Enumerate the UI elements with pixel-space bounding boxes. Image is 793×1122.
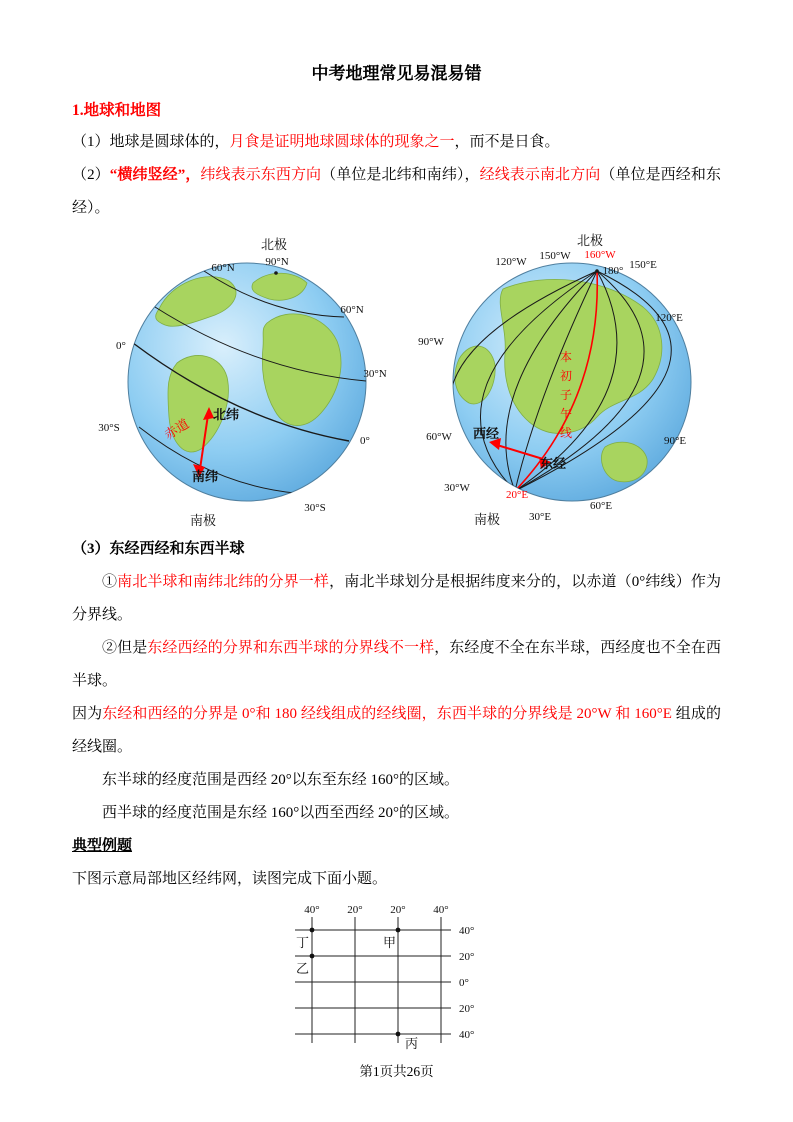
figure-label: 160°W <box>583 249 616 261</box>
figure-label: 30°W <box>443 482 470 494</box>
figure-label: 120°E <box>654 312 683 324</box>
label-south-latitude: 南纬 <box>191 469 218 484</box>
grid-top-label: 20° <box>390 904 406 916</box>
figure-label: 60°N <box>210 262 235 274</box>
paragraph-east-hemisphere-range: 东半球的经度范围是西经 20°以东至东经 160°的区域。 <box>102 772 459 788</box>
text-segment: 纬线表示东西方向 <box>200 167 322 183</box>
label-prime-meridian: 本初子午线 <box>559 350 572 440</box>
grid-right-label: 40° <box>459 925 475 937</box>
grid-point-label: 丁 <box>296 935 310 950</box>
grid-top-label: 40° <box>433 904 449 916</box>
paragraph-1 <box>72 126 721 159</box>
label-north-pole: 北极 <box>576 233 603 248</box>
paragraph-3 <box>72 566 721 632</box>
grid-right-label: 0° <box>459 977 469 989</box>
label-west-longitude: 西经 <box>472 426 499 441</box>
figure-label: 30°E <box>528 511 551 523</box>
grid-point-label: 甲 <box>383 935 397 950</box>
figure-label: 30°N <box>362 368 387 380</box>
text-segment: 经线表示南北方向 <box>479 167 601 183</box>
grid-top-label: 20° <box>347 904 363 916</box>
text-segment: “横纬竖经”， <box>109 167 201 183</box>
figure-label: 60°E <box>589 500 612 512</box>
grid-point-乙 <box>310 954 315 959</box>
figure-label: 90°N <box>264 256 289 268</box>
example-heading: 典型例题 <box>72 838 133 854</box>
figure-label: 30°S <box>303 502 326 514</box>
grid-figure <box>72 900 721 1058</box>
figure-label: 0° <box>359 435 370 447</box>
figure-label: 90°W <box>417 336 444 348</box>
label-equator: 赤道 <box>161 415 192 443</box>
figure-label: 150°E <box>628 259 657 271</box>
paragraph-2 <box>72 159 721 225</box>
figure-label: 30°S <box>97 422 120 434</box>
text-segment: 东经和西经的分界是 0°和 180 经线组成的经线圈，东西半球的分界线是 20°W 和 160°E <box>102 706 676 722</box>
text-segment: （单位是西经和东经）。 <box>72 167 721 216</box>
section-heading-earth-and-maps: 1.地球和地图 <box>72 102 162 119</box>
text-segment: ，东经度不全在东半球，西经度也不全在西半球。 <box>72 640 721 689</box>
text-segment: ，南北半球划分是根据纬度来分的，以赤道（0°纬线）作为分界线。 <box>72 574 721 623</box>
text-segment: 因为 <box>72 706 103 722</box>
text-segment: ②但是 <box>102 640 148 656</box>
doc-title: 中考地理常见易混易错 <box>311 64 482 83</box>
grid-point-丙 <box>396 1032 401 1037</box>
globes-figure <box>72 231 721 533</box>
page-footer: 第1页共26页 <box>359 1064 434 1079</box>
figure-label: 0° <box>115 340 126 352</box>
grid-right-label: 20° <box>459 1003 475 1015</box>
text-segment: （单位是北纬和南纬）， <box>321 167 480 183</box>
text-segment: 东经西经的分界和东西半球的分界线不一样 <box>147 640 435 656</box>
grid-svg <box>289 900 504 1058</box>
grid-point-丁 <box>310 928 315 933</box>
text-segment: 组成的经线圈。 <box>72 706 721 755</box>
section-heading-hemispheres: （3）东经西经和东西半球 <box>72 541 245 557</box>
text-segment: （2） <box>72 167 110 183</box>
grid-point-label: 乙 <box>296 961 310 976</box>
grid-right-label: 40° <box>459 1029 475 1041</box>
grid-point-label: 丙 <box>405 1036 419 1051</box>
text-segment: ，而不是日食。 <box>454 134 560 150</box>
latitude-globe-image <box>87 231 387 533</box>
text-segment: （1）地球是圆球体的， <box>72 134 230 150</box>
longitude-globe-image <box>407 231 707 533</box>
label-south-pole: 南极 <box>473 512 500 527</box>
paragraph-west-hemisphere-range: 西半球的经度范围是东经 160°以西至西经 20°的区域。 <box>102 805 459 821</box>
label-north-latitude: 北纬 <box>212 407 239 422</box>
text-segment: ① <box>102 574 118 590</box>
north-pole-dot <box>595 269 599 273</box>
label-south-pole: 南极 <box>189 513 216 528</box>
grid-point-甲 <box>396 928 401 933</box>
figure-label: 90°E <box>663 435 686 447</box>
paragraph-5 <box>72 698 721 764</box>
figure-label: 120°W <box>494 256 527 268</box>
figure-label: 60°N <box>339 304 364 316</box>
text-segment: 南北半球和南纬北纬的分界一样 <box>117 574 330 590</box>
figure-label: 60°W <box>425 431 452 443</box>
grid-top-label: 40° <box>304 904 320 916</box>
paragraph-4 <box>72 632 721 698</box>
figure-label: 150°W <box>538 250 571 262</box>
label-east-longitude: 东经 <box>539 456 566 471</box>
north-pole-dot <box>274 271 278 275</box>
figure-label: 180° <box>602 265 623 277</box>
text-segment: 月食是证明地球圆球体的现象之一 <box>229 134 455 150</box>
paragraph-exercise-intro: 下图示意局部地区经纬网，读图完成下面小题。 <box>72 871 388 887</box>
label-north-pole: 北极 <box>260 237 287 252</box>
figure-label: 20°E <box>505 489 528 501</box>
grid-right-label: 20° <box>459 951 475 963</box>
